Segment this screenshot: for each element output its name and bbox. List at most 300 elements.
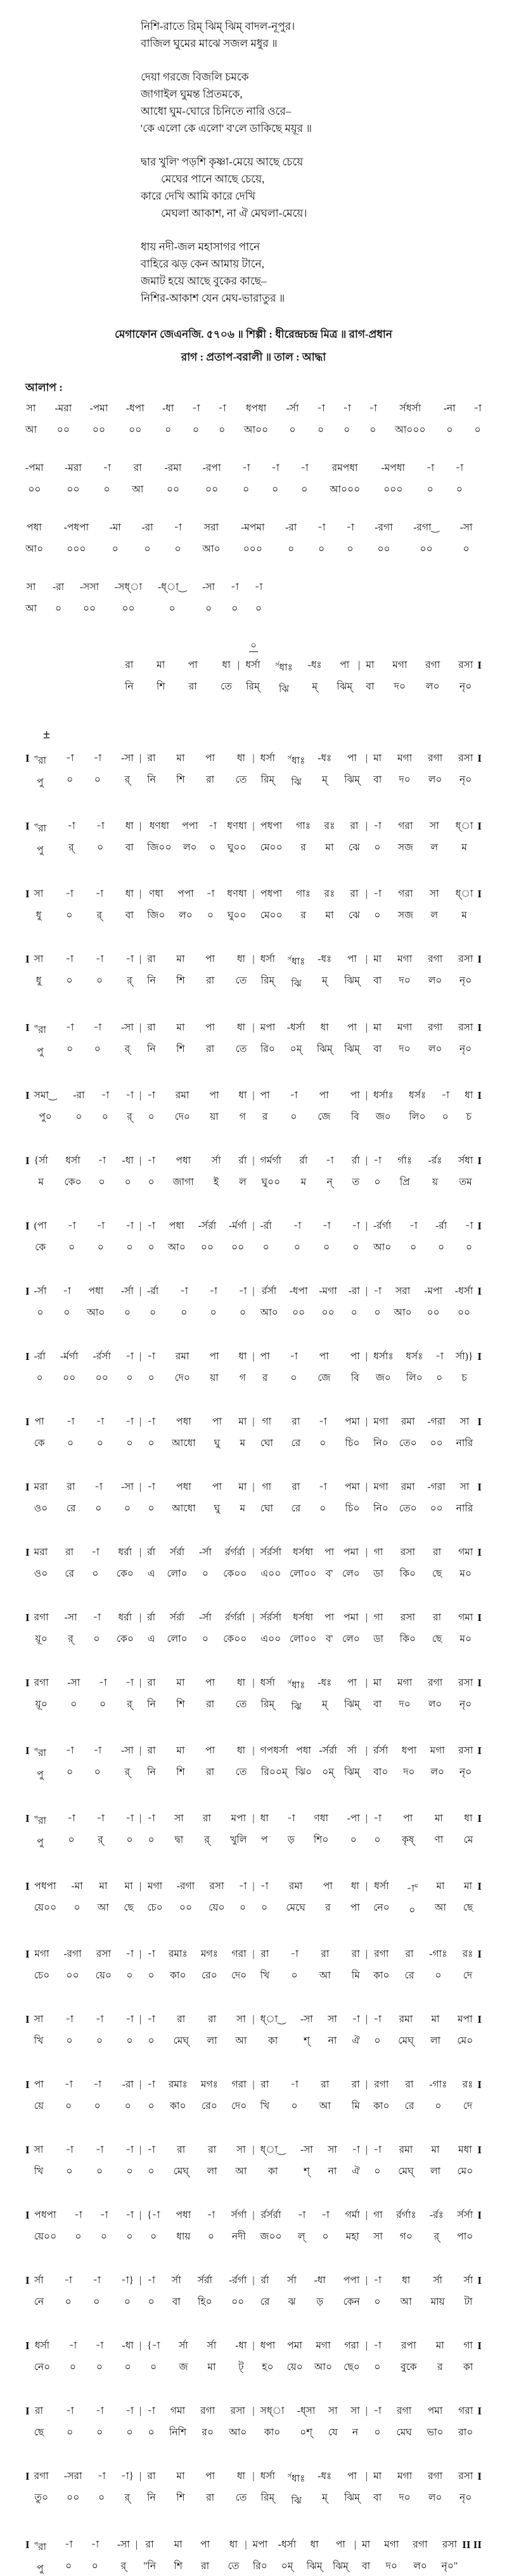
lyric-text: ০	[347, 544, 354, 554]
lyric-text: ঝি	[279, 684, 290, 695]
lyric-text: রা	[201, 2560, 210, 2572]
lyric-text: ০	[92, 1568, 99, 1579]
note-text: মা	[174, 2539, 183, 2550]
notation-row	[25, 1611, 482, 1646]
note-text: র্সর্গা	[231, 2210, 247, 2221]
vibhag	[143, 2274, 251, 2309]
note-text: র্রা	[147, 1546, 156, 1558]
note-text: -সসা	[80, 582, 99, 593]
lyric-text: ০	[36, 1372, 43, 1383]
note-cell	[292, 1480, 301, 1516]
note-cell	[87, 1285, 105, 1320]
bar-line: |	[139, 1089, 142, 1101]
note-text: ধপধা	[245, 403, 267, 414]
note-cell	[347, 1812, 360, 1850]
lyric-text: ট্	[238, 2362, 244, 2373]
vibhag	[30, 2470, 138, 2508]
note-cell	[34, 1880, 57, 1918]
note-text: ধর্রা	[118, 1612, 132, 1623]
note-cell	[463, 1947, 473, 1983]
note-cell	[158, 580, 186, 616]
lyric-text: মেঘ্	[173, 2166, 189, 2177]
bar-line: |	[365, 1481, 368, 1492]
note-cell	[465, 1219, 473, 1255]
vibhag	[369, 1546, 477, 1581]
bar-line: |	[252, 2210, 255, 2221]
vibhag	[30, 1812, 138, 1850]
notation-cells	[30, 887, 478, 923]
note-text: -া	[147, 1813, 155, 1824]
note-text: ধর্সা	[260, 1677, 276, 1688]
vibhag	[256, 2470, 364, 2508]
notation-cells	[30, 1089, 478, 1124]
vibhag	[143, 1415, 251, 1451]
lyric-text: ০	[409, 1905, 416, 1916]
notation-cells	[30, 952, 478, 990]
note-cell	[207, 2013, 217, 2048]
lyric-text: ল০	[428, 1043, 442, 1054]
vibhag	[256, 1219, 364, 1255]
note-text: রগা	[397, 2406, 412, 2417]
note-cell	[352, 1154, 360, 1189]
lyric-text: আ	[319, 2101, 331, 2112]
lyric-text: ধায়	[176, 2231, 191, 2243]
lyric-text: মহা	[345, 2231, 359, 2243]
note-text: -া	[96, 1416, 105, 1427]
note-text: (পা	[34, 1220, 47, 1231]
note-cell	[460, 521, 473, 556]
note-text: -া	[290, 1350, 298, 1362]
note-cell	[318, 1350, 330, 1385]
note-cell	[176, 2208, 191, 2244]
note-cell	[141, 521, 153, 556]
bar-line: |	[252, 1677, 255, 1688]
lyric-text: ০০	[430, 1437, 443, 1449]
note-cell	[205, 752, 215, 790]
bar-line: I	[477, 2144, 482, 2156]
note-cell	[271, 461, 279, 497]
lyric-text: লে০	[342, 1633, 360, 1644]
bar-line: |	[252, 821, 255, 832]
bar-line: I	[477, 2079, 482, 2091]
note-cell	[200, 2404, 215, 2440]
note-text: ধর্সাঃ	[373, 1350, 394, 1362]
note-cell	[125, 952, 134, 990]
note-text: মগঃ	[200, 1949, 218, 1960]
alap-cells	[25, 580, 262, 616]
note-cell	[260, 1415, 273, 1451]
vibhag	[30, 1480, 138, 1516]
notation-cells	[30, 1154, 478, 1189]
note-text: গাঃ	[296, 888, 311, 900]
note-text: র্সর্রা	[197, 2275, 212, 2286]
lyric-text: ল০	[413, 2560, 427, 2572]
vibhag	[30, 1285, 138, 1320]
lyric-text: আ০	[229, 2427, 247, 2438]
bar-line: |	[245, 2539, 247, 2550]
note-cell	[397, 952, 412, 990]
notation-cells	[30, 2339, 478, 2374]
lyric-text: ০	[456, 484, 463, 495]
bar-line: I	[25, 752, 30, 765]
note-text: র্সর্রা	[169, 1546, 185, 1558]
note-cell	[432, 1611, 442, 1646]
lyric-text: ও০	[34, 1568, 48, 1579]
lyric-text: ০	[148, 2166, 155, 2177]
note-text: -া	[64, 2079, 73, 2091]
note-cell	[286, 2339, 303, 2374]
lyric-text: র্	[68, 1633, 74, 1644]
bar-line: |	[139, 2340, 142, 2352]
lyric-text: ০০০	[243, 544, 262, 554]
note-text: -ধা	[235, 2340, 247, 2352]
lyric-text: ০	[474, 425, 481, 435]
note-cell	[229, 2404, 247, 2440]
vibhag	[30, 1744, 138, 1782]
lyric-text: ০	[202, 1633, 209, 1644]
note-text: -র্রা	[260, 1220, 272, 1231]
note-cell	[260, 2143, 286, 2179]
note-text: -া	[238, 1881, 247, 1892]
bar-line: I	[25, 2013, 30, 2026]
note-text: র্সা	[34, 2275, 44, 2286]
note-text: রা	[433, 1612, 442, 1623]
note-cell	[65, 2143, 74, 2179]
note-cell	[110, 521, 121, 556]
note-cell	[96, 2013, 104, 2048]
lyric-text: ০	[438, 1241, 445, 1253]
lyric-text: প্রি	[399, 1176, 410, 1188]
vibhag	[369, 1611, 477, 1646]
note-cell	[328, 2013, 337, 2048]
note-text: পা	[209, 1350, 219, 1362]
note-text: -পমা	[25, 463, 44, 473]
note-cell	[396, 2208, 416, 2244]
note-cell	[176, 952, 185, 990]
vibhag	[369, 1676, 477, 1714]
lyric-text: আধো	[172, 1503, 196, 1514]
lyric-text: ও০	[34, 1503, 48, 1514]
note-text: র্রর্সা	[373, 1745, 388, 1756]
note-text: -রা	[141, 522, 153, 533]
vibhag	[256, 2404, 364, 2440]
vibhag	[120, 658, 236, 696]
note-cell	[80, 580, 99, 616]
note-cell	[430, 2143, 440, 2179]
note-text: রগা	[34, 1677, 49, 1688]
lyric-text: র্	[124, 2492, 131, 2504]
note-text: মপা	[252, 2539, 268, 2550]
lyric-text: চে০	[147, 1902, 163, 1914]
lyric-text: ০	[96, 2035, 103, 2047]
note-cell	[345, 2208, 360, 2244]
poem-line: মেঘলা আকাশ, না ঐ মেঘলা-মেয়ে।	[161, 207, 307, 219]
note-cell	[350, 1089, 360, 1124]
note-cell	[223, 1546, 247, 1581]
note-text: রমা	[288, 1881, 303, 1892]
note-text: পা	[350, 1089, 360, 1101]
note-text: -র্সা	[286, 403, 299, 414]
note-text: রা	[208, 2014, 217, 2025]
lyric-text: আ০	[87, 1307, 105, 1318]
note-text: পা	[209, 1089, 219, 1101]
note-text: র্রা	[260, 2275, 269, 2286]
note-text: সা	[328, 2406, 338, 2417]
lyric-text: ম০	[459, 1568, 472, 1579]
note-text: র্সর্রর্সা	[260, 1546, 282, 1558]
bar-line: I	[25, 1154, 30, 1167]
note-text: মগা	[373, 1481, 388, 1492]
note-cell	[96, 2143, 104, 2179]
lyric-text: ঝে	[348, 842, 360, 854]
note-text: গরা	[231, 2079, 247, 2091]
notation-cells	[30, 2208, 478, 2244]
note-cell	[212, 1415, 222, 1451]
lyric-text: কা০	[170, 2101, 186, 2112]
note-cell	[66, 1021, 74, 1059]
note-cell	[239, 1285, 247, 1320]
bar-line: I	[477, 1021, 482, 1034]
vibhag	[143, 2208, 251, 2244]
note-text: $^প$রা	[34, 1816, 46, 1827]
note-text: -া	[96, 821, 105, 832]
lyric-text: মেঘ	[396, 2427, 412, 2438]
lyric-text: দে০	[231, 2101, 247, 2112]
lyric-text: পু	[37, 777, 44, 788]
lyric-text: কৃষ্	[401, 1835, 414, 1846]
vibhag	[256, 1415, 364, 1451]
note-cell	[73, 1089, 84, 1124]
lyric-text: য়ে	[34, 2101, 44, 2112]
note-cell	[117, 1611, 134, 1646]
note-cell	[121, 1480, 134, 1516]
note-text: মা	[157, 660, 165, 670]
note-text: ধর্সঃ	[408, 1089, 427, 1101]
note-cell	[67, 1415, 75, 1451]
bar-line: I	[477, 1285, 482, 1297]
lyric-text: আ০	[260, 1307, 278, 1318]
note-cell	[427, 1480, 445, 1516]
note-cell	[406, 1350, 423, 1385]
note-cell	[205, 1021, 215, 1059]
note-text: রা	[350, 821, 359, 832]
poem-line: কারে দেখি আমি কারে দেখি	[141, 190, 255, 202]
lyric-text: শি	[156, 681, 165, 692]
vibhag	[369, 1350, 477, 1385]
note-text: -া	[230, 582, 239, 593]
notation-cells	[30, 1021, 478, 1059]
lyric-text: ল্	[298, 2231, 305, 2243]
note-cell	[442, 2538, 458, 2576]
lyric-text: রা	[206, 2492, 215, 2504]
note-text: -া	[352, 2014, 360, 2025]
bar-line: |	[139, 1481, 142, 1492]
bar-line: I	[25, 2470, 30, 2483]
note-text: রসা	[458, 1677, 473, 1688]
note-cell	[125, 1219, 134, 1255]
note-cell	[427, 1415, 445, 1451]
note-text: গা	[373, 2210, 383, 2221]
bar-line: |	[365, 753, 368, 764]
note-text: পা	[347, 1677, 357, 1688]
vibhag	[256, 1480, 364, 1516]
notation-row	[25, 1480, 482, 1516]
note-text: -া	[322, 1220, 331, 1231]
notation-cells	[30, 1285, 478, 1320]
lyric-text: নৃ০	[459, 1043, 472, 1054]
note-cell	[425, 658, 440, 696]
raga-tala-line: রাগ : প্রতাপ-বরালী ॥ তাল : আদ্ধা	[181, 351, 326, 363]
note-text: -ধর্সা	[454, 1285, 473, 1297]
note-cell	[375, 521, 392, 556]
lyric-text: ০	[124, 1176, 131, 1188]
note-text: -রপা	[202, 463, 221, 473]
note-text: -া	[93, 1745, 102, 1756]
note-cell	[167, 1611, 187, 1646]
note-cell	[25, 402, 37, 437]
note-cell	[399, 1480, 417, 1516]
lyric-text: নি	[147, 774, 156, 786]
lyric-text: ০	[99, 1698, 106, 1710]
lyric-text: দ০	[399, 2492, 411, 2504]
bar-line: |	[252, 1881, 255, 1892]
note-cell	[344, 952, 360, 990]
note-cell	[314, 1812, 329, 1850]
note-text: -া	[125, 1813, 134, 1824]
note-text: র্সা	[179, 2340, 188, 2352]
note-text: ধর্সা	[260, 753, 276, 764]
note-cell	[373, 1611, 383, 1646]
note-cell	[93, 1350, 111, 1385]
lyric-text: ণা	[434, 1835, 444, 1846]
note-text: ধা	[222, 660, 231, 670]
note-cell	[323, 1219, 331, 1255]
lyric-text: ০	[70, 1698, 77, 1710]
lyric-text: ০	[97, 842, 104, 854]
note-cell	[235, 1021, 247, 1059]
bar-line: |	[365, 2014, 368, 2025]
note-cell	[100, 2208, 108, 2244]
lyric-text: এ০০	[260, 1633, 281, 1644]
lyric-text: নৃ০	[459, 2492, 472, 2504]
note-text: ধা	[310, 2539, 319, 2550]
note-cell	[343, 2339, 360, 2374]
note-cell	[397, 1676, 412, 1714]
note-cell	[397, 1154, 412, 1189]
note-cell	[65, 2538, 73, 2576]
lyric-text: য়া	[210, 1372, 219, 1383]
note-cell	[93, 1021, 101, 1059]
note-text: -া	[67, 1220, 76, 1231]
note-cell	[176, 2470, 185, 2508]
note-cell	[147, 1089, 155, 1124]
note-cell	[182, 819, 198, 857]
note-text: পা	[34, 1416, 44, 1427]
vibhag	[143, 1812, 251, 1850]
lyric-text: ০	[148, 1835, 155, 1846]
lyric-text: ০	[93, 2297, 100, 2308]
note-cell	[323, 1880, 333, 1918]
note-text: -া	[125, 2210, 134, 2221]
poem-line: জাগাইল ঘুমন্ত প্রিতমকে,	[141, 88, 243, 100]
note-text: -া	[147, 1089, 155, 1101]
notation-cells	[30, 1350, 478, 1385]
note-cell	[96, 1812, 105, 1850]
lyric-text: দ০	[403, 1766, 415, 1778]
notation-cells	[30, 1546, 478, 1581]
note-cell	[350, 2404, 360, 2440]
lyric-text: জ০০	[260, 2231, 282, 2243]
note-text: -সা	[67, 1677, 80, 1688]
note-text: রমা	[175, 1089, 189, 1101]
notation-row	[25, 2339, 482, 2374]
lyric-text: ম	[300, 1176, 307, 1188]
lyric-text: মেঘ্	[398, 2166, 414, 2177]
note-cell	[172, 1415, 196, 1451]
lyric-text: ছে	[34, 2427, 44, 2438]
notation-cells	[30, 752, 478, 790]
note-cell	[227, 887, 247, 923]
note-text: -া	[373, 2340, 382, 2352]
lyric-text: ঝিম্	[344, 1766, 360, 1778]
note-text: -র্সা	[198, 1546, 212, 1558]
lyric-text: আ০০০	[395, 425, 426, 435]
note-cell	[121, 1285, 134, 1320]
bar-line: I	[25, 1285, 30, 1297]
notation-row	[25, 1021, 482, 1059]
notation-row	[25, 1546, 482, 1581]
note-text: রা	[145, 2539, 154, 2550]
note-text: -ধা	[162, 403, 174, 414]
bar-line: I	[477, 1812, 482, 1825]
note-text: পা	[340, 660, 350, 670]
note-cell	[319, 2078, 331, 2113]
lyric-text: ম০	[459, 1633, 472, 1644]
note-cell	[349, 819, 360, 857]
poem-line: দ্বার খুলি' পড়শি কৃষ্ণা-মেয়ে আছে চেয়ে	[141, 156, 304, 168]
note-text: -া}	[120, 2275, 134, 2286]
note-text: রঃ	[462, 2079, 473, 2091]
lyric-text: রে	[260, 2297, 270, 2308]
lyric-text: ০০	[66, 1970, 79, 1982]
bar-line: I	[477, 2470, 482, 2483]
lyric-text: ০০	[231, 1241, 245, 1253]
note-cell	[373, 1812, 382, 1850]
lyric-text: র	[325, 1902, 331, 1914]
note-text: সরা	[395, 1285, 411, 1297]
note-cell	[34, 1480, 48, 1516]
vibhag	[143, 1285, 251, 1320]
note-cell	[430, 819, 439, 857]
note-cell	[147, 1219, 155, 1255]
note-text: -পধপা	[63, 522, 89, 533]
note-text: পমা	[343, 1546, 359, 1558]
bar-line: |	[252, 1416, 255, 1427]
note-cell	[147, 2274, 155, 2309]
lyric-text: তে০	[399, 1503, 417, 1514]
note-text: ধপা	[260, 2340, 276, 2352]
note-text: -া	[191, 403, 200, 414]
lyric-text: ০	[323, 1241, 330, 1253]
notation-row	[25, 752, 482, 790]
note-text: $^প$রা	[34, 2541, 46, 2553]
note-text: মা	[176, 2471, 185, 2482]
bar-line: |	[139, 1220, 142, 1231]
note-text: -া	[93, 2079, 101, 2091]
note-cell	[260, 1219, 272, 1255]
vibhag	[143, 2404, 251, 2440]
lyric-text: শি	[176, 1043, 185, 1054]
